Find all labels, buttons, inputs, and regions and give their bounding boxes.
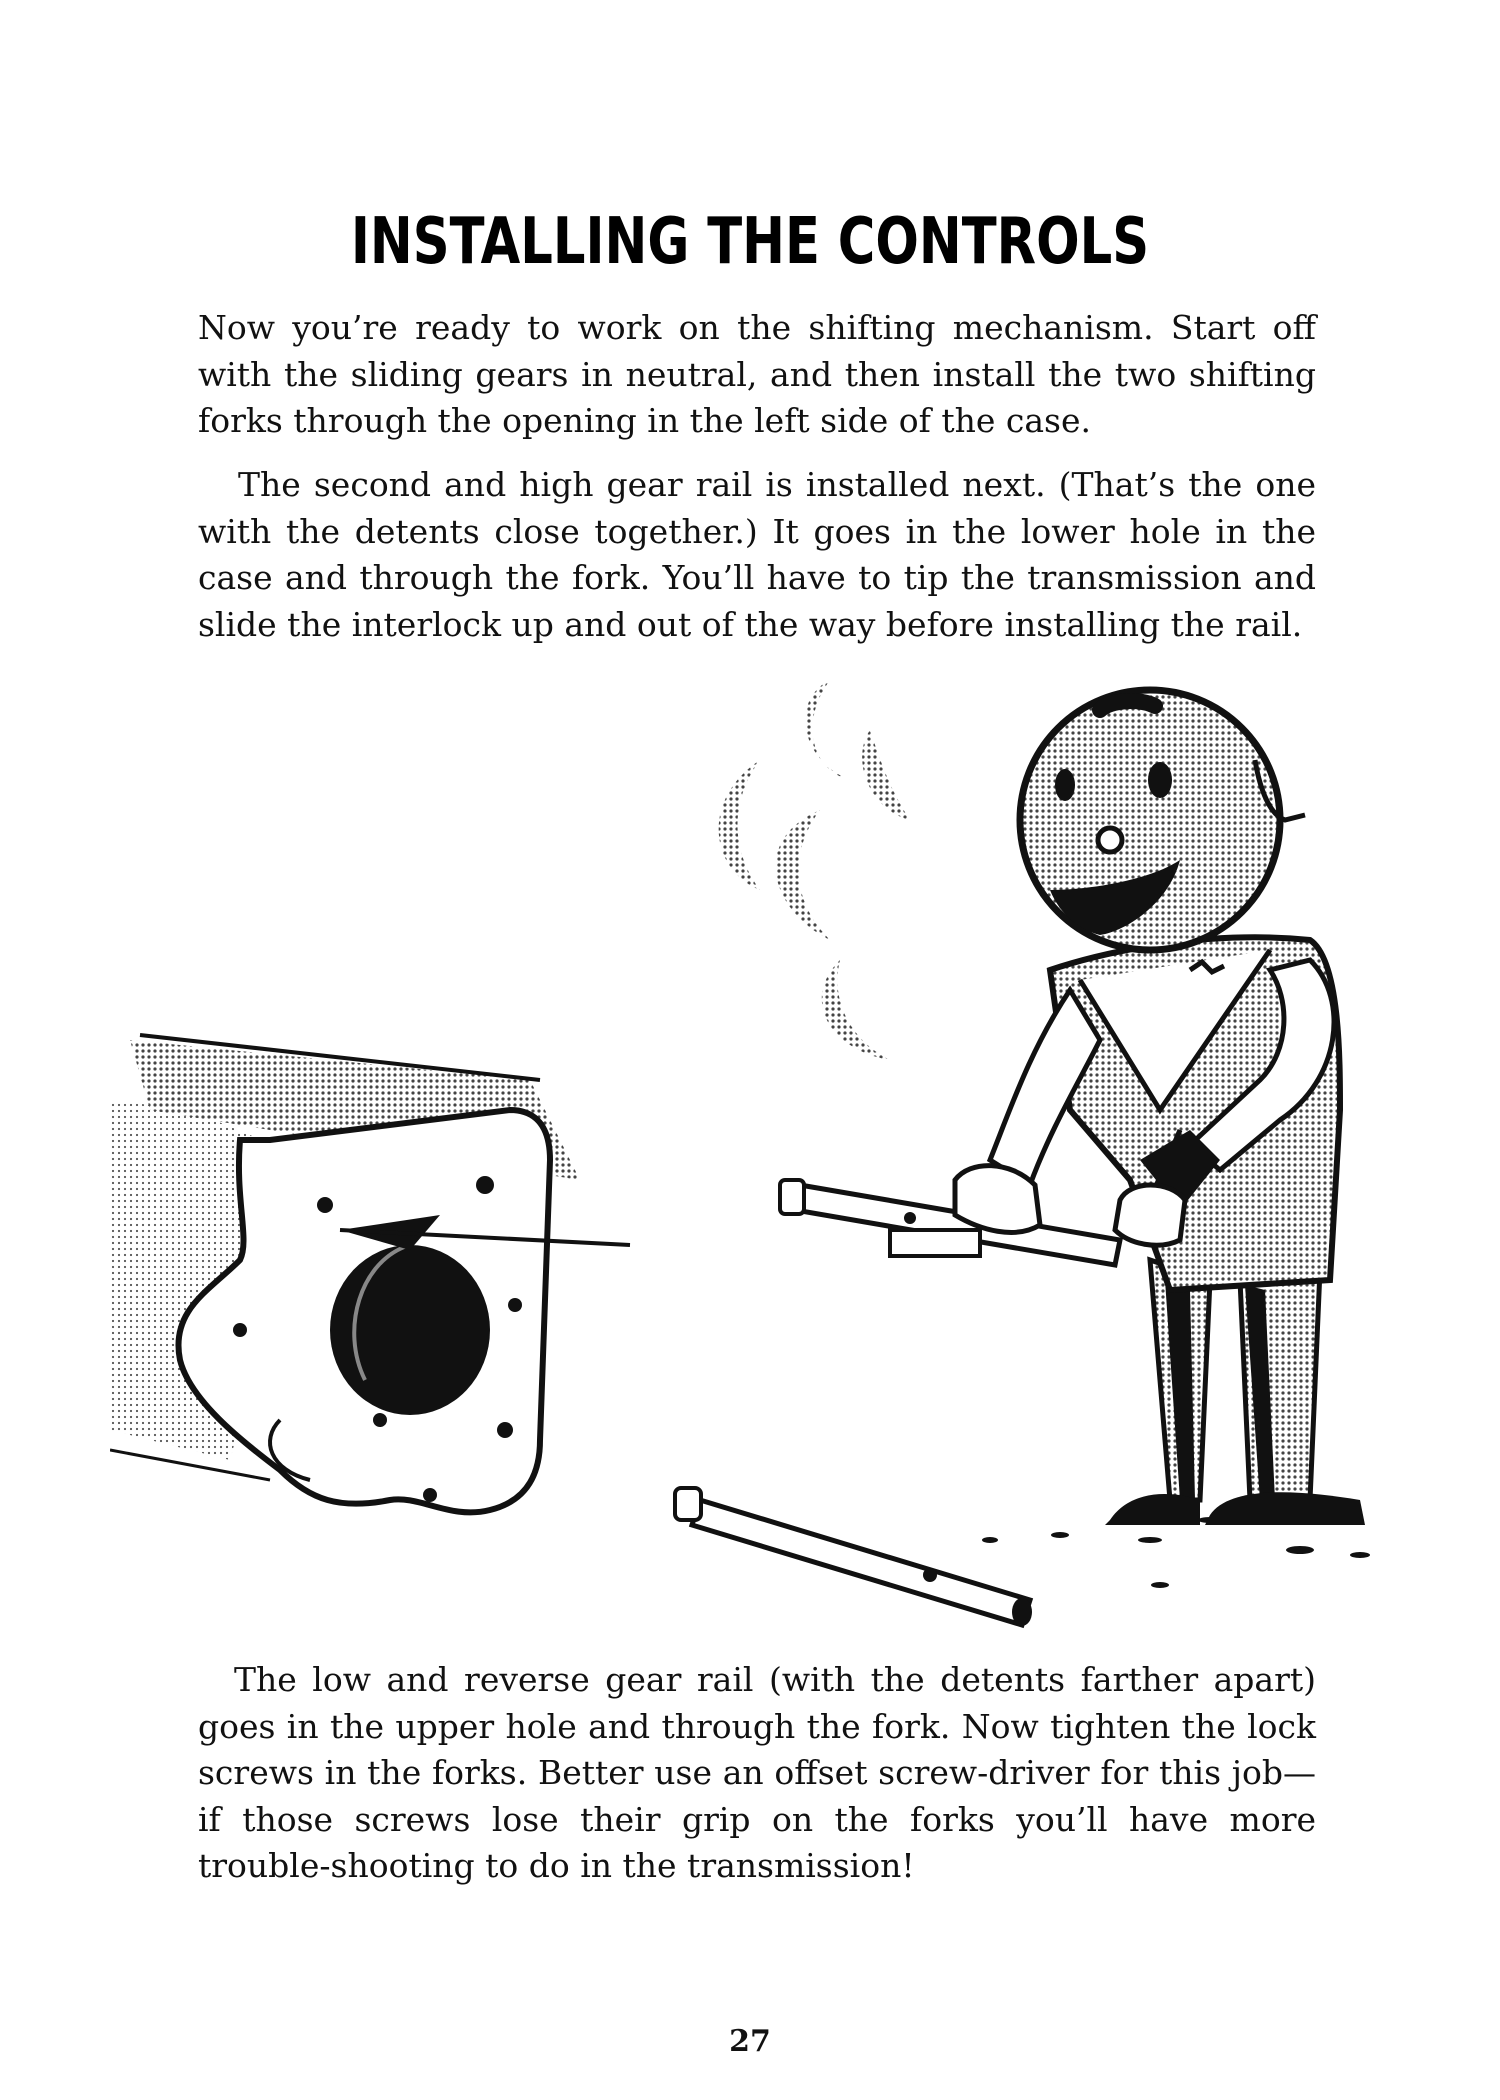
paragraph-intro: Now you’re ready to work on the shifting mechanism. Start off with the sliding gears in neutral, and then install the two shifting forks through the opening in the left side of the case. [198,308,1316,440]
motion-streaks [719,680,910,1060]
page-title: INSTALLING THE CONTROLS [350,205,1150,279]
paragraph-low-reverse-rail: The low and reverse gear rail (with the detents farther apart) goes in the upper hole and through the fork. Now tighten the lock screws in the forks. Better use an offset screw-driver for this job—if those screws lose their grip on the forks you’ll have more trouble-shooting to do in the transmission! [198,1660,1316,1885]
floor-marks [982,1517,1370,1588]
cartoon-mechanic [955,690,1365,1525]
cartoon-illustration [110,640,1370,1640]
gear-rail-floor [675,1488,1032,1626]
paragraph-second-high-rail: The second and high gear rail is installed next. (That’s the one with the detents close together.) It goes in the lower hole in the case and through the fork. You’ll have to tip the transmission and slide the interlock up and out of the way before installing the rail. [198,465,1316,644]
transmission-case [110,1035,630,1512]
gear-rail-held [780,1180,1120,1265]
page-number: 27 [729,2024,771,2059]
